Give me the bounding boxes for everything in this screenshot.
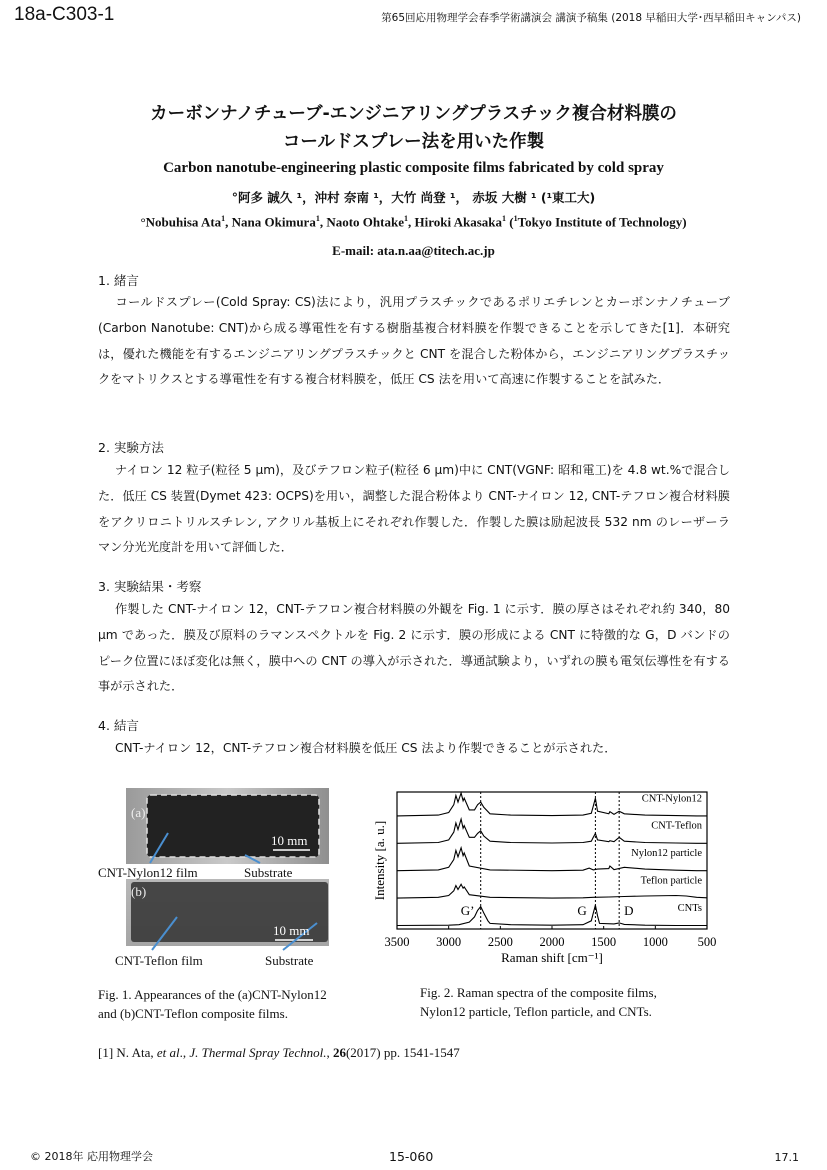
- y-axis-label: Intensity [a. u.]: [372, 820, 387, 901]
- section-1-text: [98, 290, 730, 393]
- section-3-title: 3. 実験結果・考察: [98, 579, 202, 594]
- x-tick-label: 3500: [384, 935, 410, 949]
- label-b: (b): [131, 884, 147, 899]
- section-1-title: 1. 緒言: [98, 273, 139, 288]
- title-ja-line2: コールドスプレー法を用いた作製: [282, 132, 545, 152]
- scale-a-label: 10 mm: [271, 833, 308, 848]
- series-label: Nylon12 particle: [631, 848, 702, 860]
- substrate-a-label: Substrate: [244, 865, 293, 880]
- x-tick-label: 2000: [539, 935, 565, 949]
- series-label: CNT-Nylon12: [641, 793, 702, 805]
- series-line: [397, 902, 707, 925]
- footer-page: 15-060: [389, 1149, 434, 1164]
- figure-1: [95, 785, 365, 975]
- film-a-label: CNT-Nylon12 film: [98, 865, 198, 880]
- series-label: Teflon particle: [640, 875, 702, 887]
- x-tick-label: 3000: [436, 935, 462, 949]
- x-tick-label: 500: [697, 935, 717, 949]
- raman-chart: [368, 786, 738, 971]
- section-2-body: ナイロン 12 粒子(粒径 5 μm)，及びテフロン粒子(粒径 6 μm)中に CNT(VGNF: 昭和電工)を 4.8 wt.%で混合した．低圧 CS 装置(Dymet 423: OCPS)を用い，調整した混合粉体より CNT-ナイロン 12, CNT-テフロン複合材料膜をアクリロニトリルスチレン, アクリル基板上にそれぞれ作製した．作製した膜は励起波長 532 nm のレーザーラマン分光光度計を用いて評価した．: [98, 463, 730, 555]
- figure-2: [368, 786, 738, 971]
- scale-b-label: 10 mm: [273, 923, 310, 938]
- conference-header: 第65回応用物理学会春季学術講演会 講演予稿集 (2018 早稲田大学･西早稲田キャンパス): [381, 12, 801, 24]
- ref-sep: .,: [179, 1045, 190, 1060]
- session-code: 18a-C303-1: [14, 4, 115, 25]
- ref-authors: [1] N. Ata,: [98, 1045, 157, 1060]
- title-ja-line1: カーボンナノチューブ-エンジニアリングプラスチック複合材料膜の: [150, 104, 677, 124]
- label-a: (a): [131, 805, 146, 820]
- series-label: CNT-Teflon: [651, 820, 702, 832]
- authors-en: [0, 214, 827, 230]
- figure-2-caption-line2: Nylon12 particle, Teflon particle, and CNTs.: [420, 1004, 652, 1019]
- ref-etal: et al: [156, 1045, 180, 1060]
- section-1-body: コールドスプレー(Cold Spray: CS)法により，汎用プラスチックであるポリエチレンとカーボンナノチューブ(Carbon Nanotube: CNT)から成る導電性を有する樹脂基複合材料膜を作製できることを示してきた[1]．本研究は，優れた機能を有するエンジニアリングプラスチックと CNT を混合した粉体から，エンジニアリングプラスチックをマトリクスとする導電性を有する複合材料膜を，低圧 CS 法を用いて高速に作製することを試みた．: [98, 295, 730, 387]
- plot-frame: [397, 792, 707, 929]
- ref-journal: J. Thermal Spray Technol.: [189, 1045, 327, 1060]
- section-2-title: 2. 実験方法: [98, 440, 164, 455]
- section-2-text: [98, 458, 730, 561]
- reference-line-label: G: [577, 903, 587, 918]
- section-4-title: 4. 結言: [98, 718, 139, 733]
- figure-2-caption-line1: Fig. 2. Raman spectra of the composite films,: [420, 985, 657, 1000]
- author-4: , Hiroki Akasaka: [407, 214, 503, 230]
- reference-line-label: G’: [460, 903, 475, 918]
- affiliation: Tokyo Institute of Technology): [517, 214, 687, 230]
- title-en: Carbon nanotube-engineering plastic composite films fabricated by cold spray: [163, 160, 664, 176]
- figure-2-caption: [420, 983, 657, 1021]
- author-3: , Naoto Ohtake: [319, 214, 404, 230]
- ref-pages: (2017) pp. 1541-1547: [345, 1045, 460, 1060]
- section-3-text: [98, 597, 730, 700]
- x-tick-label: 1000: [642, 935, 668, 949]
- footer-number: 17.1: [774, 1151, 799, 1164]
- film-b-label: CNT-Teflon film: [115, 953, 203, 968]
- reference-line-label: D: [624, 903, 634, 918]
- reference-1: [98, 1045, 460, 1061]
- email: E-mail: ata.n.aa@titech.ac.jp: [332, 243, 495, 258]
- figure-1-caption-line2: and (b)CNT-Teflon composite films.: [98, 1006, 288, 1021]
- x-axis-label: Raman shift [cm⁻¹]: [501, 950, 603, 965]
- section-4-body: CNT-ナイロン 12，CNT-テフロン複合材料膜を低圧 CS 法より作製できることが示された．: [115, 741, 617, 755]
- affil-open: (: [506, 214, 514, 230]
- figure-1-caption-line1: Fig. 1. Appearances of the (a)CNT-Nylon12: [98, 987, 327, 1002]
- affil-sup: 1: [221, 214, 226, 223]
- footer-copyright: © 2018年 応用物理学会: [30, 1150, 153, 1163]
- series-label: CNTs: [677, 902, 702, 914]
- affil-sup: 1: [502, 214, 507, 223]
- ref-sep2: ,: [326, 1045, 333, 1060]
- x-tick-label: 1500: [591, 935, 617, 949]
- section-3-body: 作製した CNT-ナイロン 12，CNT-テフロン複合材料膜の外観を Fig. 1 に示す．膜の厚さはそれぞれ約 340，80 μm であった．膜及び原料のラマンスペクトルを Fig. 2 に示す．膜の形成による CNT に特徴的な G，D バンドのピーク位置にほぼ変化は無く，膜中への CNT の導入が示された．導通試験より，いずれの膜も電気伝導性を有する事が示された．: [98, 602, 730, 694]
- author-1: °Nobuhisa Ata: [140, 214, 222, 230]
- affil-sup: 1: [315, 214, 320, 223]
- substrate-b-label: Substrate: [265, 953, 314, 968]
- figure-1-caption: [98, 985, 327, 1023]
- authors-ja: °阿多 誠久 ¹，沖村 奈南 ¹，大竹 尚登 ¹， 赤坂 大樹 ¹ (¹東工大): [231, 190, 596, 205]
- affil-sup: 1: [403, 214, 408, 223]
- author-2: , Nana Okimura: [225, 214, 316, 230]
- affil-sup: 1: [513, 214, 518, 223]
- ref-volume: 26: [332, 1045, 346, 1060]
- section-4-text: [98, 736, 730, 762]
- x-tick-label: 2500: [487, 935, 513, 949]
